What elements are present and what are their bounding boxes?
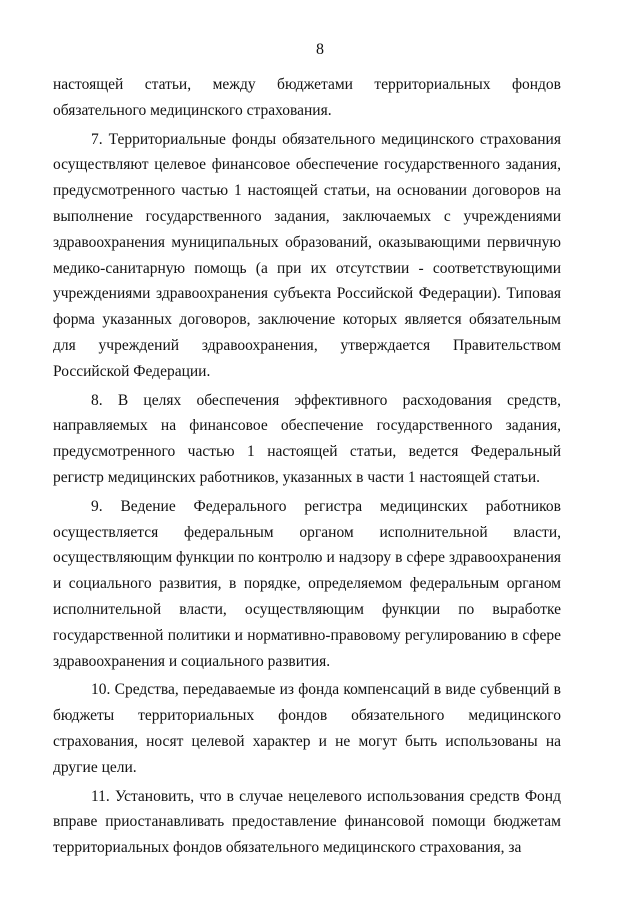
document-body — [53, 72, 561, 861]
page-number: 8 — [316, 41, 324, 58]
paragraph-continuation: настоящей статьи, между бюджетами территориальных фондов обязательного медицинского страхования. — [53, 76, 561, 119]
paragraph-7: 7. Территориальные фонды обязательного медицинского страхования осуществляют целевое финансовое обеспечение государственного задания, предусмотренного частью 1 настоящей статьи, на основании договоров на выполнение государственного задания, заключаемых с учреждениями здравоохранения муниципальных образований, оказывающими первичную медико-санитарную помощь (а при их отсутствии - соответствующими учреждениями здравоохранения субъекта Российской Федерации). Типовая форма указанных договоров, заключение которых является обязательным для учреждений здравоохранения, утверждается Правительством Российской Федерации. — [53, 130, 561, 380]
paragraph-11: 11. Установить, что в случае нецелевого использования средств Фонд вправе приостанавливать предоставление финансовой помощи бюджетам территориальных фондов обязательного медицинского страхования, за — [53, 787, 561, 857]
paragraph-10: 10. Средства, передаваемые из фонда компенсаций в виде субвенций в бюджеты территориальных фондов обязательного медицинского страхования, носят целевой характер и не могут быть использованы на другие цели. — [53, 681, 561, 776]
paragraph-9: 9. Ведение Федерального регистра медицинских работников осуществляется федеральным органом исполнительной власти, осуществляющим функции по контролю и надзору в сфере здравоохранения и социального развития, в порядке, определяемом федеральным органом исполнительной власти, осуществляющим функции по выработке государственной политики и нормативно-правовому регулированию в сфере здравоохранения и социального развития. — [53, 497, 561, 670]
paragraph-8: 8. В целях обеспечения эффективного расходования средств, направляемых на финансовое обеспечение государственного задания, предусмотренного частью 1 настоящей статьи, ведется Федеральный регистр медицинских работников, указанных в части 1 настоящей статьи. — [53, 391, 561, 486]
